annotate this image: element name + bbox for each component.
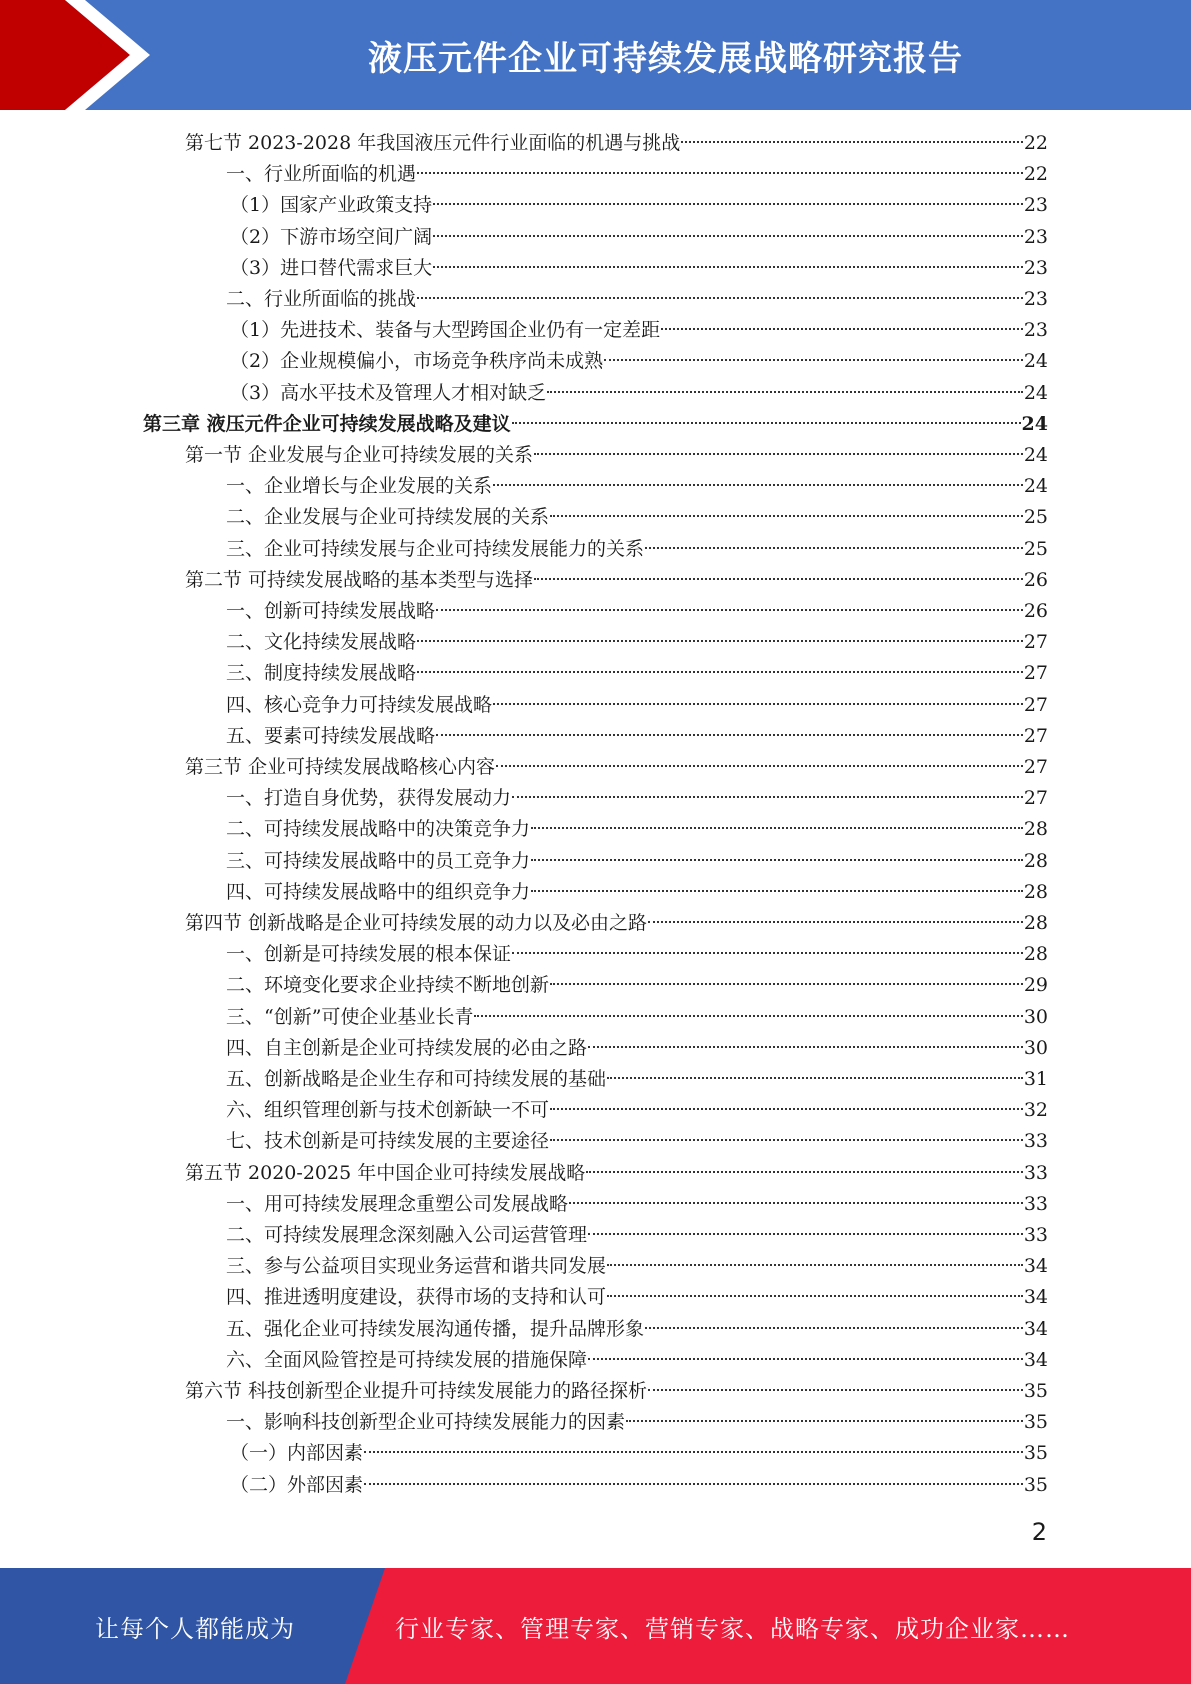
toc-dot-leader	[417, 638, 1023, 642]
toc-entry[interactable]	[226, 1345, 1048, 1376]
page-number: 2	[1031, 1518, 1047, 1546]
toc-dot-leader	[645, 545, 1023, 549]
toc-entry-page: 23	[1023, 194, 1048, 217]
toc-entry[interactable]	[226, 783, 1048, 814]
toc-entry[interactable]	[185, 128, 1048, 159]
toc-dot-leader	[588, 1231, 1023, 1235]
toc-entry-title: 一、行业所面临的机遇	[226, 163, 417, 186]
toc-entry[interactable]	[185, 752, 1048, 783]
toc-entry-page: 27	[1023, 693, 1048, 716]
toc-entry-page: 30	[1023, 1005, 1048, 1028]
footer-slogan-left: 让每个人都能成为	[95, 1614, 295, 1643]
footer-banner	[0, 1568, 1191, 1684]
toc-entry[interactable]	[226, 970, 1048, 1001]
toc-entry-title: 第五节 2020-2025 年中国企业可持续发展战略	[185, 1161, 586, 1184]
toc-entry-title: 第六节 科技创新型企业提升可持续发展能力的路径探析	[185, 1380, 648, 1402]
toc-dot-leader	[496, 763, 1023, 767]
toc-entry-title: 一、创新可持续发展战略	[226, 600, 436, 622]
toc-entry-title: 一、创新是可持续发展的根本保证	[226, 943, 512, 966]
toc-dot-leader	[433, 264, 1023, 268]
toc-entry[interactable]	[230, 315, 1048, 346]
toc-entry-title: 第七节 2023-2028 年我国液压元件行业面临的机遇与挑战	[185, 132, 681, 154]
toc-entry[interactable]	[226, 877, 1048, 908]
toc-entry[interactable]	[230, 253, 1048, 284]
toc-entry-page: 32	[1023, 1099, 1048, 1122]
toc-dot-leader	[417, 295, 1023, 299]
toc-entry-title: 二、文化持续发展战略	[226, 631, 417, 654]
toc-dot-leader	[531, 888, 1023, 892]
toc-dot-leader	[648, 1387, 1023, 1391]
toc-entry-page: 22	[1023, 132, 1048, 154]
toc-entry-page: 28	[1023, 912, 1048, 934]
toc-dot-leader	[417, 170, 1023, 174]
toc-entry-page: 33	[1023, 1161, 1048, 1184]
toc-dot-leader	[586, 1169, 1023, 1173]
toc-entry[interactable]	[226, 814, 1048, 845]
header-arrow-decoration	[0, 0, 200, 110]
toc-entry-page: 33	[1023, 1192, 1048, 1215]
toc-entry-title: 四、自主创新是企业可持续发展的必由之路	[226, 1036, 588, 1059]
toc-entry-title: 四、核心竞争力可持续发展战略	[226, 693, 493, 716]
toc-entry-page: 24	[1023, 475, 1048, 498]
toc-dot-leader	[436, 732, 1023, 736]
toc-entry-title: （1）国家产业政策支持	[230, 194, 433, 217]
toc-entry[interactable]	[226, 1064, 1048, 1095]
toc-entry[interactable]	[226, 159, 1048, 190]
toc-entry[interactable]	[185, 908, 1048, 939]
toc-dot-leader	[607, 1262, 1023, 1266]
toc-entry[interactable]	[230, 378, 1048, 409]
toc-dot-leader	[547, 389, 1023, 393]
toc-dot-leader	[550, 513, 1023, 517]
toc-entry-page: 34	[1023, 1348, 1048, 1371]
toc-entry-page: 35	[1023, 1473, 1048, 1496]
toc-entry[interactable]	[230, 190, 1048, 221]
toc-dot-leader	[550, 1106, 1023, 1110]
toc-entry[interactable]	[226, 1189, 1048, 1220]
toc-entry-title: 三、企业可持续发展与企业可持续发展能力的关系	[226, 537, 645, 560]
toc-entry-title: 一、影响科技创新型企业可持续发展能力的因素	[226, 1411, 626, 1434]
toc-entry[interactable]	[226, 1220, 1048, 1251]
toc-entry-title: 四、可持续发展战略中的组织竞争力	[226, 880, 531, 903]
toc-entry[interactable]	[226, 284, 1048, 315]
footer-slogan-right: 行业专家、管理专家、营销专家、战略专家、成功企业家……	[395, 1614, 1070, 1643]
toc-entry-title: 三、参与公益项目实现业务运营和谐共同发展	[226, 1255, 607, 1278]
toc-dot-leader	[512, 420, 1021, 424]
toc-entry-page: 24	[1023, 350, 1048, 373]
toc-entry[interactable]	[226, 1002, 1048, 1033]
header-banner	[0, 0, 1191, 110]
toc-entry[interactable]	[226, 1251, 1048, 1282]
toc-entry-title: 一、用可持续发展理念重塑公司发展战略	[226, 1192, 569, 1215]
toc-entry-page: 25	[1023, 537, 1048, 560]
toc-entry-page: 30	[1023, 1036, 1048, 1059]
toc-entry-page: 34	[1023, 1286, 1048, 1309]
toc-entry-title: 六、组织管理创新与技术创新缺一不可	[226, 1099, 550, 1122]
toc-entry[interactable]	[230, 346, 1048, 377]
toc-entry[interactable]	[230, 1438, 1048, 1469]
toc-entry-title: 七、技术创新是可持续发展的主要途径	[226, 1130, 550, 1153]
toc-entry-title: 三、制度持续发展战略	[226, 662, 417, 685]
toc-entry-page: 29	[1023, 974, 1048, 997]
toc-entry-title: 四、推进透明度建设，获得市场的支持和认可	[226, 1286, 607, 1309]
toc-entry-page: 33	[1023, 1224, 1048, 1246]
toc-entry-title: 二、可持续发展战略中的决策竞争力	[226, 818, 531, 841]
toc-entry-page: 23	[1023, 256, 1048, 279]
toc-entry[interactable]	[226, 1126, 1048, 1157]
toc-dot-leader	[588, 1044, 1023, 1048]
report-title: 液压元件企业可持续发展战略研究报告	[368, 38, 963, 79]
toc-entry-page: 23	[1023, 288, 1048, 310]
toc-dot-leader	[550, 1137, 1023, 1141]
toc-entry-page: 35	[1023, 1442, 1048, 1465]
toc-entry[interactable]	[226, 690, 1048, 721]
toc-entry-page: 28	[1023, 943, 1048, 966]
toc-entry-page: 34	[1023, 1255, 1048, 1278]
toc-entry-page: 31	[1023, 1068, 1048, 1090]
toc-entry-page: 28	[1023, 818, 1048, 841]
toc-dot-leader	[364, 1449, 1023, 1453]
toc-entry[interactable]	[226, 658, 1048, 689]
toc-entry[interactable]	[230, 222, 1048, 253]
toc-dot-leader	[512, 794, 1023, 798]
toc-entry-title: 二、行业所面临的挑战	[226, 288, 417, 310]
toc-entry-title: （3）进口替代需求巨大	[230, 256, 433, 279]
toc-entry-page: 22	[1023, 163, 1048, 186]
toc-entry-title: 三、可持续发展战略中的员工竞争力	[226, 849, 531, 872]
toc-dot-leader	[531, 857, 1023, 861]
toc-dot-leader	[436, 607, 1023, 611]
toc-entry[interactable]	[226, 471, 1048, 502]
toc-entry-title: 第四节 创新战略是企业可持续发展的动力以及必由之路	[185, 912, 648, 934]
toc-entry[interactable]	[143, 409, 1048, 440]
toc-entry[interactable]	[226, 502, 1048, 533]
toc-dot-leader	[534, 576, 1023, 580]
toc-dot-leader	[550, 981, 1023, 985]
toc-dot-leader	[645, 1325, 1023, 1329]
toc-entry-page: 24	[1023, 381, 1048, 404]
toc-entry-title: （二）外部因素	[230, 1473, 364, 1496]
toc-dot-leader	[604, 357, 1023, 361]
toc-entry-title: （3）高水平技术及管理人才相对缺乏	[230, 381, 547, 404]
toc-entry[interactable]	[226, 1407, 1048, 1438]
toc-dot-leader	[474, 1013, 1022, 1017]
toc-entry-title: 第二节 可持续发展战略的基本类型与选择	[185, 568, 534, 591]
toc-dot-leader	[531, 825, 1023, 829]
toc-dot-leader	[493, 482, 1023, 486]
toc-entry-page: 27	[1023, 787, 1048, 810]
toc-entry-title: 第三节 企业可持续发展战略核心内容	[185, 756, 496, 778]
toc-entry-page: 35	[1023, 1411, 1048, 1434]
toc-dot-leader	[681, 139, 1023, 143]
toc-entry[interactable]	[226, 721, 1048, 752]
toc-entry-page: 33	[1023, 1130, 1048, 1153]
toc-entry[interactable]	[226, 627, 1048, 658]
toc-dot-leader	[512, 950, 1023, 954]
toc-entry[interactable]	[226, 939, 1048, 970]
toc-entry-page: 27	[1023, 756, 1048, 778]
toc-entry-title: （2）企业规模偏小，市场竞争秩序尚未成熟	[230, 350, 604, 373]
toc-entry[interactable]	[226, 1095, 1048, 1126]
toc-entry-page: 35	[1023, 1380, 1048, 1402]
toc-dot-leader	[626, 1418, 1023, 1422]
toc-entry-title: 第一节 企业发展与企业可持续发展的关系	[185, 444, 534, 466]
toc-entry-title: （1）先进技术、装备与大型跨国企业仍有一定差距	[230, 319, 661, 342]
toc-entry-title: 二、环境变化要求企业持续不断地创新	[226, 974, 550, 997]
toc-dot-leader	[648, 919, 1023, 923]
toc-dot-leader	[534, 451, 1023, 455]
toc-entry[interactable]	[185, 1376, 1048, 1407]
toc-entry[interactable]	[230, 1470, 1048, 1501]
toc-entry-title: 第三章 液压元件企业可持续发展战略及建议	[143, 412, 511, 435]
toc-entry-page: 26	[1023, 600, 1048, 622]
toc-entry-title: 三、“创新”可使企业基业长青	[226, 1005, 474, 1028]
toc-dot-leader	[493, 701, 1023, 705]
toc-dot-leader	[417, 669, 1023, 673]
toc-entry[interactable]	[226, 596, 1048, 627]
toc-entry-page: 27	[1023, 724, 1048, 747]
toc-dot-leader	[364, 1481, 1023, 1485]
toc-dot-leader	[607, 1293, 1023, 1297]
toc-dot-leader	[661, 326, 1023, 330]
toc-entry-page: 23	[1023, 319, 1048, 342]
toc-entry-title: 一、打造自身优势，获得发展动力	[226, 787, 512, 810]
toc-entry-page: 24	[1021, 412, 1048, 435]
toc-dot-leader	[433, 233, 1023, 237]
toc-entry-title: 二、企业发展与企业可持续发展的关系	[226, 506, 550, 529]
toc-dot-leader	[607, 1075, 1023, 1079]
toc-entry-page: 27	[1023, 631, 1048, 654]
toc-entry[interactable]	[185, 565, 1048, 596]
toc-entry-title: （一）内部因素	[230, 1442, 364, 1465]
toc-entry-page: 23	[1023, 225, 1048, 248]
toc-entry-title: （2）下游市场空间广阔	[230, 225, 433, 248]
toc-dot-leader	[433, 201, 1023, 205]
toc-entry[interactable]	[226, 1314, 1048, 1345]
toc-entry-title: 五、强化企业可持续发展沟通传播，提升品牌形象	[226, 1317, 645, 1340]
toc-dot-leader	[569, 1200, 1023, 1204]
toc-entry-page: 28	[1023, 849, 1048, 872]
toc-entry[interactable]	[226, 846, 1048, 877]
toc-entry-page: 24	[1023, 444, 1048, 466]
toc-entry[interactable]	[185, 440, 1048, 471]
toc-entry[interactable]	[226, 1282, 1048, 1313]
toc-entry-title: 五、创新战略是企业生存和可持续发展的基础	[226, 1068, 607, 1090]
toc-entry-page: 25	[1023, 506, 1048, 529]
toc-entry[interactable]	[226, 1033, 1048, 1064]
toc-entry[interactable]	[226, 534, 1048, 565]
toc-entry-page: 28	[1023, 880, 1048, 903]
toc-entry-page: 27	[1023, 662, 1048, 685]
toc-entry[interactable]	[185, 1158, 1048, 1189]
toc-entry-title: 五、要素可持续发展战略	[226, 724, 436, 747]
toc-entry-page: 26	[1023, 568, 1048, 591]
toc-entry-page: 34	[1023, 1317, 1048, 1340]
toc-entry-title: 一、企业增长与企业发展的关系	[226, 475, 493, 498]
toc-entry-title: 六、全面风险管控是可持续发展的措施保障	[226, 1348, 588, 1371]
toc-entry-title: 二、可持续发展理念深刻融入公司运营管理	[226, 1224, 588, 1246]
toc-dot-leader	[588, 1356, 1023, 1360]
